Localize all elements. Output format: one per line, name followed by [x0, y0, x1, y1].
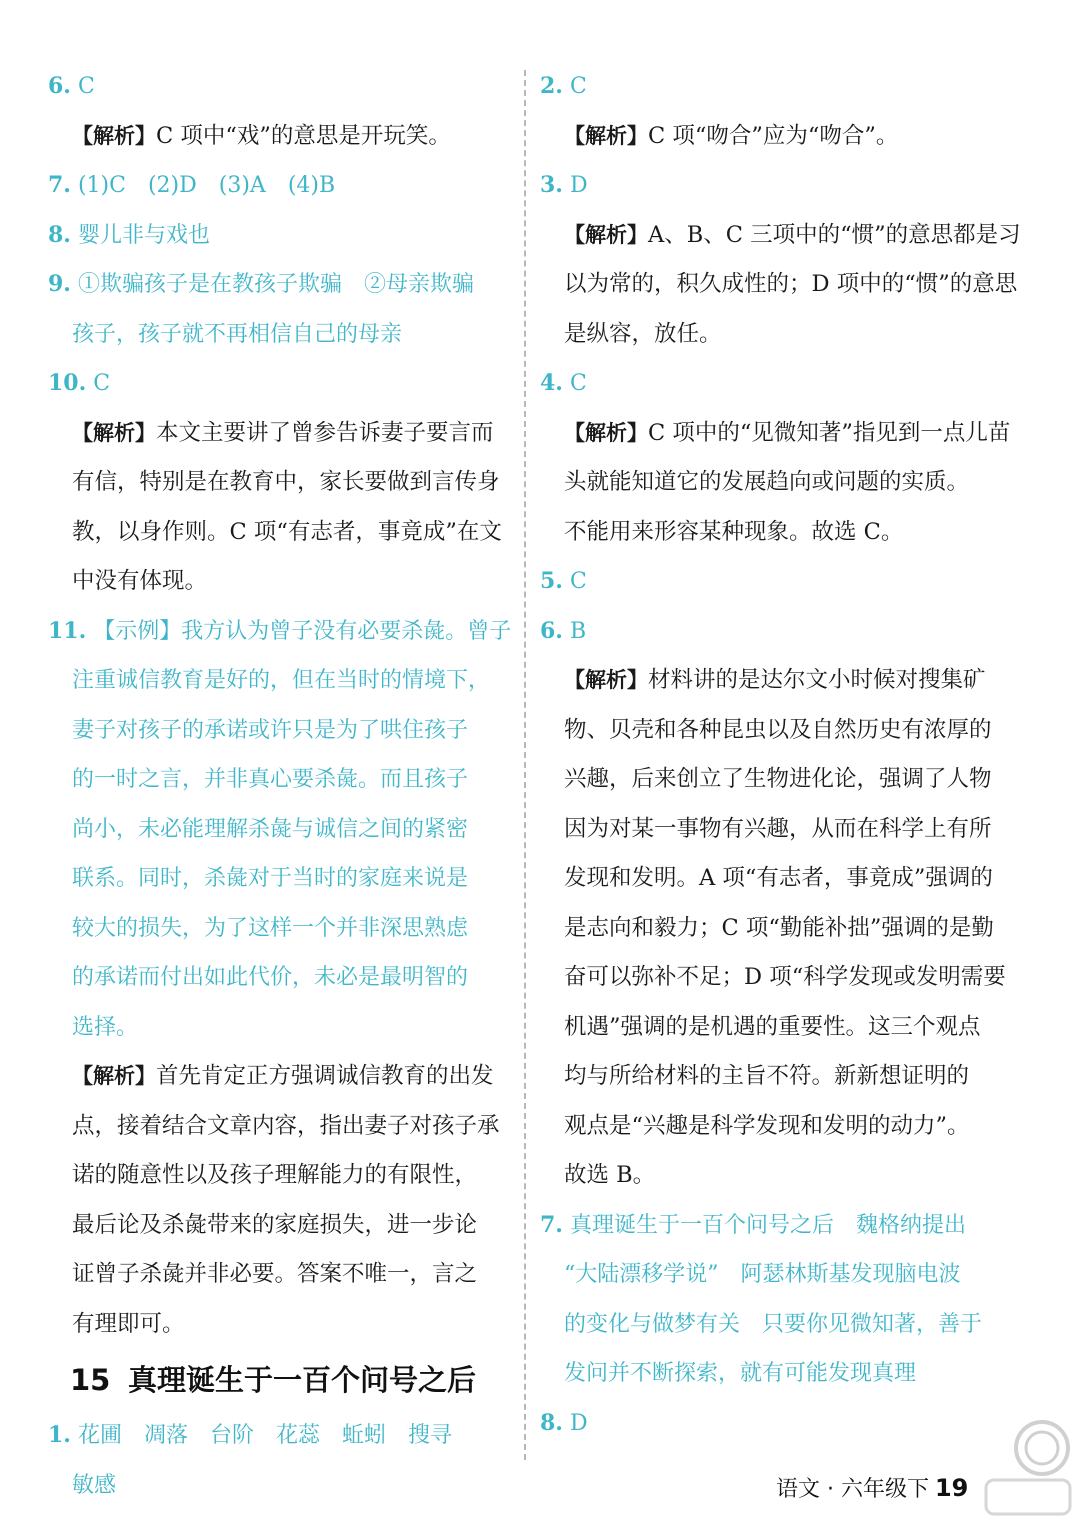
explanation-text: 证曾子杀彘并非必要。答案不唯一，言之 — [72, 1261, 478, 1287]
answer-text: C — [569, 74, 587, 99]
explanation-line — [540, 953, 1010, 1003]
answer-text: 【示例】我方认为曾子没有必要杀彘。曾子 — [93, 618, 512, 644]
question-number: 8. — [48, 221, 71, 248]
answer-line — [48, 260, 514, 310]
explanation-line — [540, 755, 1010, 805]
answer-line — [48, 706, 514, 756]
section-number: 15 — [70, 1363, 111, 1397]
page-number: 19 — [934, 1474, 969, 1502]
column-divider — [524, 70, 526, 1460]
analysis-tag: 【解析】 — [564, 668, 648, 692]
question-number: 4. — [540, 370, 563, 396]
answer-text: C — [569, 569, 587, 594]
explanation-line — [48, 1250, 514, 1300]
analysis-tag: 【解析】 — [564, 420, 648, 445]
answer-text: 花圃 凋落 台阶 花蕊 蚯蚓 搜寻 — [77, 1423, 452, 1448]
answer-text: 选择。 — [72, 1014, 139, 1040]
question-number: 5. — [540, 568, 563, 594]
question-number: 7. — [540, 1211, 563, 1238]
answer-text: B — [569, 618, 587, 644]
question-number: 6. — [540, 617, 563, 644]
answer-line — [540, 1250, 1010, 1300]
explanation-text: 观点是“兴趣是科学发现和发明的动力”。 — [564, 1112, 970, 1139]
explanation-text: 本文主要讲了曾参告诉妻子要言而 — [156, 419, 494, 446]
watermark-logo — [980, 1418, 1072, 1528]
answer-line — [540, 557, 1010, 607]
explanation-line — [540, 1102, 1010, 1152]
answer-text: 孩子，孩子就不再相信自己的母亲 — [72, 321, 403, 347]
question-number: 8. — [540, 1409, 563, 1436]
analysis-tag: 【解析】 — [72, 123, 156, 148]
answer-line — [48, 62, 514, 112]
explanation-line — [540, 508, 1010, 558]
answer-line — [48, 854, 514, 904]
answer-line — [48, 310, 514, 360]
explanation-line — [540, 706, 1010, 756]
explanation-line — [540, 211, 1021, 261]
explanation-text: 点，接着结合文章内容，指出妻子对孩子承 — [72, 1112, 500, 1139]
answer-line — [48, 1003, 514, 1053]
question-number: 6. — [48, 73, 71, 99]
answer-text: 的一时之言，并非真心要杀彘。而且孩子 — [72, 767, 469, 792]
explanation-line — [540, 1151, 1010, 1201]
explanation-line — [48, 1201, 514, 1251]
right-column — [540, 62, 1021, 1448]
left-column — [48, 62, 514, 1510]
explanation-text: 教，以身作则。C 项“有志者，事竟成”在文 — [72, 518, 502, 545]
question-number: 10. — [48, 370, 87, 396]
explanation-text: 物、贝壳和各种昆虫以及自然历史有浓厚的 — [564, 716, 992, 743]
answer-line — [540, 1399, 1010, 1449]
explanation-line — [540, 656, 1010, 706]
page-footer — [776, 1472, 968, 1503]
answer-text: ①欺骗孩子是在教孩子欺骗 ②母亲欺骗 — [77, 272, 474, 297]
question-number: 7. — [48, 172, 71, 198]
explanation-line — [48, 1052, 514, 1102]
answer-line — [540, 161, 1010, 211]
question-number: 2. — [540, 73, 563, 99]
answer-line — [540, 359, 1010, 409]
answer-text: “大陆漂移学说” 阿瑟林斯基发现脑电波 — [564, 1262, 961, 1287]
answer-text: (1)C (2)D (3)A (4)B — [77, 173, 336, 198]
explanation-line — [540, 409, 1010, 459]
answer-text: C — [77, 74, 95, 99]
question-number: 3. — [540, 172, 563, 198]
answer-line — [48, 161, 514, 211]
answer-line — [48, 1461, 514, 1511]
explanation-text: 材料讲的是达尔文小时候对搜集矿 — [648, 667, 986, 693]
answer-line — [540, 62, 1010, 112]
footer-subject: 语文 · 六年级下 — [776, 1477, 929, 1502]
analysis-tag: 【解析】 — [564, 222, 648, 247]
explanation-text: C 项中“戏”的意思是开玩笑。 — [156, 122, 451, 149]
answer-text: C — [569, 371, 587, 396]
explanation-line — [540, 1052, 1010, 1102]
answer-line — [540, 607, 1010, 657]
section-heading — [48, 1349, 514, 1411]
answer-text: 尚小，未必能理解杀彘与诚信之间的紧密 — [72, 816, 469, 842]
answer-text: 敏感 — [72, 1472, 117, 1498]
explanation-text: 不能用来形容某种现象。故选 C。 — [564, 518, 904, 545]
explanation-text: 是志向和毅力；C 项“勤能补拙”强调的是勤 — [564, 914, 994, 941]
explanation-text: 机遇”强调的是机遇的重要性。这三个观点 — [564, 1013, 981, 1040]
answer-text: D — [569, 1410, 588, 1436]
answer-text: 真理诞生于一百个问号之后 魏格纳提出 — [569, 1212, 966, 1238]
answer-line — [48, 359, 514, 409]
question-number: 11. — [48, 617, 87, 644]
answer-text: D — [569, 173, 588, 198]
explanation-line — [48, 557, 514, 607]
answer-line — [540, 1201, 1010, 1251]
explanation-text: 首先肯定正方强调诚信教育的出发 — [156, 1063, 494, 1089]
explanation-line — [540, 260, 1018, 310]
explanation-line — [540, 904, 1010, 954]
explanation-text: 均与所给材料的主旨不符。新新想证明的 — [564, 1063, 970, 1089]
explanation-text: A、B、C 三项中的“惯”的意思都是习 — [648, 221, 1021, 248]
answer-line — [48, 1411, 514, 1461]
explanation-line — [48, 1151, 514, 1201]
explanation-line — [540, 310, 1010, 360]
explanation-text: 因为对某一事物有兴趣，从而在科学上有所 — [564, 815, 992, 842]
explanation-line — [48, 1102, 514, 1152]
explanation-line — [540, 854, 1010, 904]
explanation-line — [540, 805, 1010, 855]
analysis-tag: 【解析】 — [72, 420, 156, 445]
answer-line — [540, 1300, 1010, 1350]
question-number: 9. — [48, 271, 71, 297]
answer-line — [48, 656, 514, 706]
explanation-line — [48, 112, 514, 162]
explanation-text: 中没有体现。 — [72, 568, 208, 594]
answer-text: 的承诺而付出如此代价，未必是最明智的 — [72, 965, 469, 990]
explanation-text: 发现和发明。A 项“有志者，事竟成”强调的 — [564, 865, 993, 891]
analysis-tag: 【解析】 — [72, 1064, 156, 1088]
answer-text: 较大的损失，为了这样一个并非深思熟虑 — [72, 915, 469, 941]
answer-line — [540, 1349, 1010, 1399]
explanation-text: 是纵容，放任。 — [564, 320, 722, 347]
explanation-text: C 项“吻合”应为“吻合”。 — [648, 122, 899, 149]
explanation-text: 兴趣，后来创立了生物进化论，强调了人物 — [564, 766, 992, 792]
answer-text: 发问并不断探索，就有可能发现真理 — [564, 1361, 917, 1386]
explanation-text: 诺的随意性以及孩子理解能力的有限性， — [72, 1162, 478, 1188]
answer-text: 妻子对孩子的承诺或许只是为了哄住孩子 — [72, 717, 469, 743]
answer-text: 注重诚信教育是好的，但在当时的情境下， — [72, 668, 491, 693]
explanation-text: 有信，特别是在教育中，家长要做到言传身 — [72, 469, 500, 495]
answer-text: 的变化与做梦有关 只要你见微知著，善于 — [564, 1311, 983, 1337]
answer-line — [48, 607, 514, 657]
explanation-line — [48, 458, 514, 508]
answer-text: 联系。同时，杀彘对于当时的家庭来说是 — [72, 866, 469, 891]
explanation-text: 故选 B。 — [564, 1162, 656, 1188]
question-number: 1. — [48, 1422, 71, 1448]
explanation-line — [540, 1003, 1010, 1053]
analysis-tag: 【解析】 — [564, 123, 648, 148]
explanation-line — [48, 409, 514, 459]
section-title: 真理诞生于一百个问号之后 — [128, 1363, 477, 1397]
explanation-line — [540, 112, 1010, 162]
answer-line — [48, 805, 514, 855]
explanation-text: 最后论及杀彘带来的家庭损失，进一步论 — [72, 1211, 478, 1238]
answer-line — [48, 755, 514, 805]
answer-text: 婴儿非与戏也 — [77, 222, 210, 248]
answer-line — [48, 211, 514, 261]
explanation-text: 头就能知道它的发展趋向或问题的实质。 — [564, 469, 970, 495]
explanation-line — [48, 508, 514, 558]
explanation-text: C 项中的“见微知著”指见到一点儿苗 — [648, 419, 1011, 446]
explanation-line — [48, 1300, 514, 1350]
explanation-text: 有理即可。 — [72, 1310, 185, 1337]
answer-line — [48, 953, 514, 1003]
explanation-text: 以为常的，积久成性的；D 项中的“惯”的意思 — [564, 271, 1018, 297]
explanation-line — [540, 458, 1010, 508]
explanation-text: 奋可以弥补不足；D 项“科学发现或发明需要 — [564, 964, 1006, 990]
answer-text: C — [93, 371, 111, 396]
answer-line — [48, 904, 514, 954]
